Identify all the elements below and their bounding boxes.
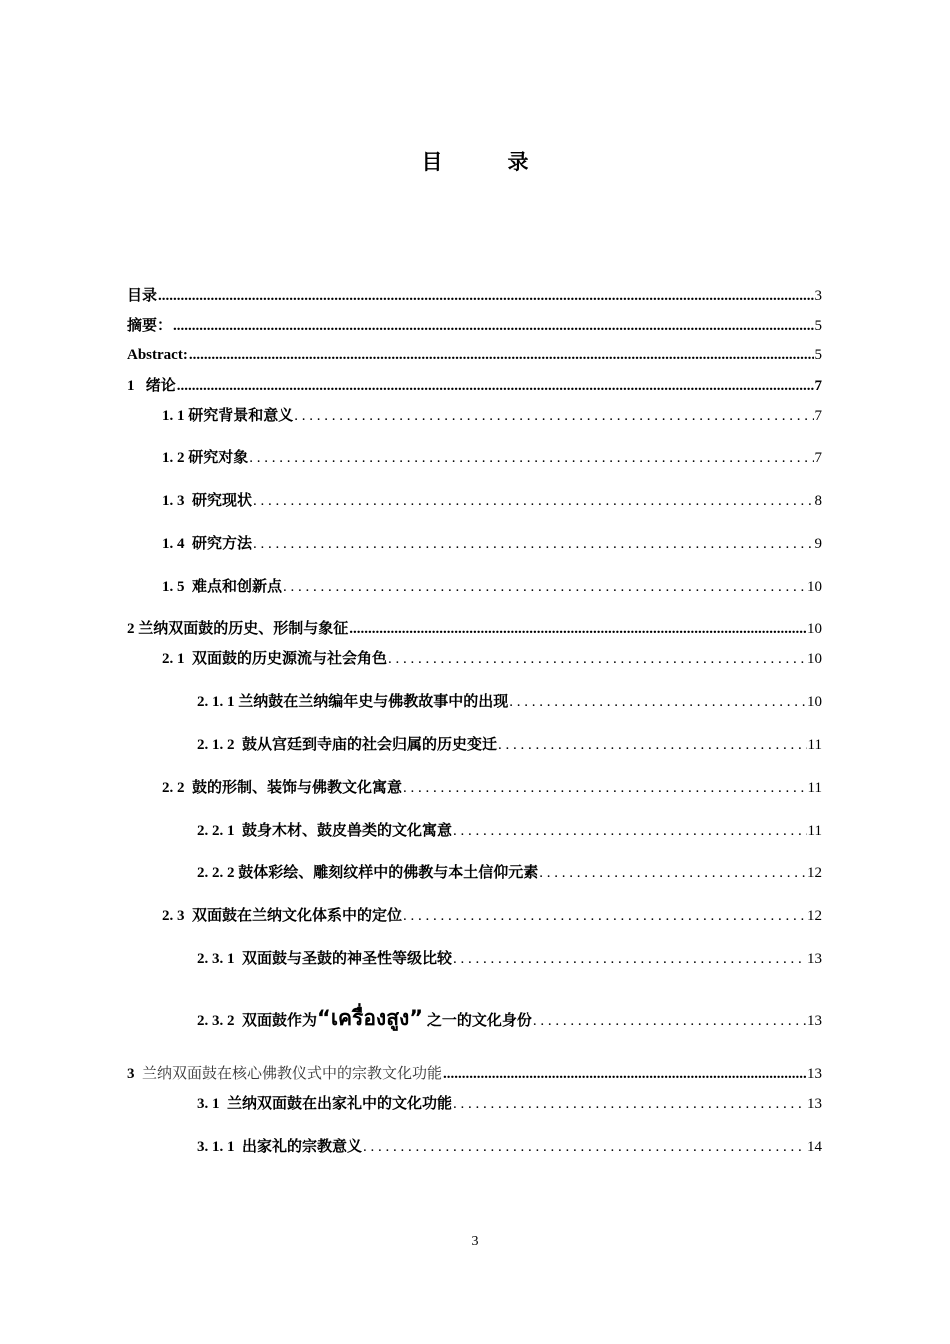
dot-leader: [363, 1136, 806, 1158]
toc-entry[interactable]: [162, 648, 822, 670]
toc-entry-number: 2. 1. 2: [197, 737, 235, 753]
toc-entry[interactable]: [197, 691, 822, 713]
toc-entry-page: 7: [814, 408, 822, 424]
toc-entry-number: 2. 2. 1: [197, 823, 235, 839]
toc-entry-number: 2. 3: [162, 908, 185, 924]
page-number: 3: [471, 1234, 479, 1249]
toc-entry-page: 11: [807, 737, 822, 753]
toc-entry-title: 摘要：: [127, 318, 173, 334]
toc-entry-page: 10: [807, 579, 822, 595]
toc-entry-page: 11: [807, 823, 822, 839]
toc-entry-title: 鼓体彩绘、雕刻纹样中的佛教与本土信仰元素: [238, 865, 539, 881]
toc-entry[interactable]: [162, 490, 822, 512]
toc-entry-title: 兰纳双面鼓在出家礼中的文化功能: [227, 1096, 453, 1112]
toc-entry-title: 研究对象: [188, 450, 249, 466]
toc-entry-number: 3. 1: [197, 1096, 220, 1112]
dot-leader: [533, 1006, 806, 1036]
toc-entry-number: 1. 4: [162, 536, 185, 552]
toc-entry-number: 1: [127, 378, 135, 394]
toc-entry-number: 2. 2: [162, 780, 185, 796]
dot-leader: [283, 576, 806, 598]
toc-entry-number: 1. 3: [162, 493, 185, 509]
toc-entry-page: 10: [807, 621, 822, 637]
toc-entry[interactable]: [197, 1093, 822, 1115]
toc-entry-title: 双面鼓与圣鼓的神圣性等级比较: [242, 951, 453, 967]
toc-entry-number: 2. 1: [162, 651, 185, 667]
toc-entry[interactable]: [197, 1136, 822, 1158]
toc-entry-page: 3: [814, 288, 822, 304]
toc-entry-page: 13: [807, 1013, 822, 1029]
toc-entry-page: 11: [807, 780, 822, 796]
dot-leader: [453, 1093, 806, 1115]
dot-leader: [539, 862, 806, 884]
toc-entry-number: 2. 1. 1: [197, 694, 235, 710]
dot-leader: [177, 375, 814, 397]
toc-entry[interactable]: [197, 1003, 822, 1033]
dot-leader: [253, 490, 813, 512]
thai-term: “เครื่องสูง”: [317, 1006, 424, 1030]
toc-entry[interactable]: [162, 777, 822, 799]
toc-entry-title: 鼓身木材、鼓皮兽类的文化寓意: [242, 823, 453, 839]
dot-leader: [349, 618, 806, 640]
toc-entry[interactable]: [162, 447, 822, 469]
toc-entry-page: 8: [814, 493, 822, 509]
toc-entry-title: Abstract:: [127, 347, 188, 363]
dot-leader: [403, 777, 807, 799]
toc-entry-title: 双面鼓作为: [242, 1013, 318, 1029]
dot-leader: [158, 285, 813, 307]
toc-entry-title: 出家礼的宗教意义: [242, 1139, 363, 1155]
toc-entry-number: 2: [127, 621, 135, 637]
toc-entry-page: 9: [814, 536, 822, 552]
toc-entry[interactable]: [197, 862, 822, 884]
toc-entry[interactable]: [162, 576, 822, 598]
toc-entry-title-suffix: 之一的文化身份: [426, 1013, 532, 1029]
dot-leader: [443, 1063, 806, 1085]
dot-leader: [509, 691, 806, 713]
page-title: 目 录: [421, 150, 551, 174]
toc-entry-page: 7: [814, 450, 822, 466]
toc-entry-number: 2. 3. 1: [197, 951, 235, 967]
toc-entry-page: 10: [807, 651, 822, 667]
toc-entry-page: 13: [807, 1066, 822, 1082]
dot-leader: [294, 405, 813, 427]
toc-entry-page: 14: [807, 1139, 822, 1155]
toc-entry-title: 兰纳双面鼓在核心佛教仪式中的宗教文化功能: [142, 1066, 443, 1082]
toc-entry[interactable]: [162, 533, 822, 555]
toc-entry-title: 鼓的形制、装饰与佛教文化寓意: [192, 780, 403, 796]
toc-entry-page: 12: [807, 908, 822, 924]
toc-entry[interactable]: [197, 734, 822, 756]
toc-entry[interactable]: [197, 820, 822, 842]
toc-entry-number: 1. 2: [162, 450, 185, 466]
toc-entry-title: 鼓从宫廷到寺庙的社会归属的历史变迁: [242, 737, 498, 753]
dot-leader: [249, 447, 813, 469]
toc-entry-title: 难点和创新点: [192, 579, 283, 595]
toc-entry[interactable]: [162, 405, 822, 427]
toc-entry[interactable]: [127, 285, 822, 307]
dot-leader: [173, 315, 813, 337]
toc-entry-title: 双面鼓在兰纳文化体系中的定位: [192, 908, 403, 924]
toc-entry-title: 绪论: [145, 378, 176, 394]
toc-entry-page: 5: [814, 347, 822, 363]
toc-entry[interactable]: [127, 375, 822, 397]
toc-entry-page: 13: [807, 951, 822, 967]
toc-entry-page: 12: [807, 865, 822, 881]
toc-entry-number: 3. 1. 1: [197, 1139, 235, 1155]
toc-entry-page: 10: [807, 694, 822, 710]
toc-entry-number: 3: [127, 1066, 135, 1082]
toc-entry-title: 研究方法: [192, 536, 253, 552]
dot-leader: [453, 948, 806, 970]
dot-leader: [453, 820, 807, 842]
toc-entry[interactable]: [127, 344, 822, 366]
toc-entry-page: 7: [814, 378, 822, 394]
toc-entry[interactable]: [127, 618, 822, 640]
toc-entry[interactable]: [127, 1063, 822, 1085]
dot-leader: [388, 648, 806, 670]
toc-entry-page: 5: [814, 318, 822, 334]
dot-leader: [253, 533, 813, 555]
toc-entry-page: 13: [807, 1096, 822, 1112]
toc-entry[interactable]: [197, 948, 822, 970]
toc-entry-title: 研究背景和意义: [188, 408, 294, 424]
dot-leader: [189, 344, 814, 366]
toc-entry-title: 双面鼓的历史源流与社会角色: [192, 651, 388, 667]
toc-entry-number: 1. 5: [162, 579, 185, 595]
toc-entry-title: 目录: [127, 288, 158, 304]
dot-leader: [498, 734, 807, 756]
toc-entry-title: 兰纳鼓在兰纳编年史与佛教故事中的出现: [238, 694, 509, 710]
toc-entry-title: 研究现状: [192, 493, 253, 509]
dot-leader: [403, 905, 806, 927]
toc-entry[interactable]: [162, 905, 822, 927]
toc-entry-title: 兰纳双面鼓的历史、形制与象征: [138, 621, 349, 637]
toc-entry[interactable]: [127, 315, 822, 337]
toc-entry-number: 2. 3. 2: [197, 1013, 235, 1029]
toc-entry-number: 1. 1: [162, 408, 185, 424]
toc-entry-number: 2. 2. 2: [197, 865, 235, 881]
